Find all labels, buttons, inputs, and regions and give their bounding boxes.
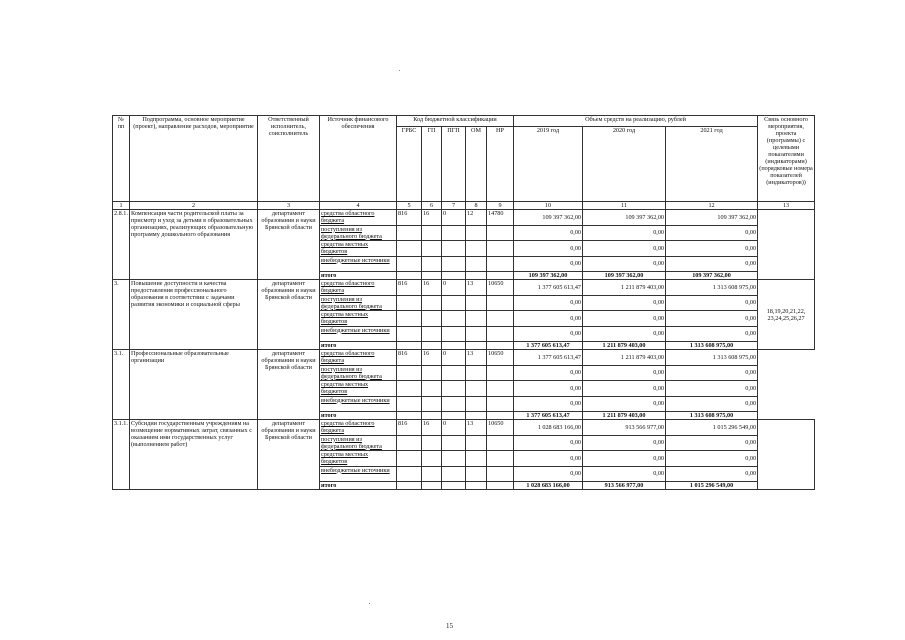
amount-2019: 0,00 [514, 225, 583, 241]
code-nr: 14780 [487, 210, 514, 226]
source-extra: внебюджетные источники [320, 326, 397, 342]
item-executor: департамент образования и науки Брянской области [258, 280, 320, 350]
source-federal: поступления из федерального бюджета [320, 295, 397, 311]
item-name: Субсидии государственным учреждениям на возмещение нормативных затрат, связанных с оказанием ими государственных услуг (выполнением работ) [130, 420, 258, 490]
header-2021: 2021 год [666, 127, 758, 202]
amount-2019: 0,00 [514, 241, 583, 257]
code-nr: 10650 [487, 420, 514, 436]
indicator-link [758, 210, 815, 280]
amount-2019: 109 397 362,00 [514, 210, 583, 226]
amount-2019: 0,00 [514, 256, 583, 272]
amount-2021: 1 313 608 975,00 [666, 280, 758, 296]
header-grbs: ГРБС [397, 127, 422, 202]
code-grbs: 816 [397, 280, 422, 296]
amount-2021: 1 313 608 975,00 [666, 350, 758, 366]
code-grbs: 816 [397, 210, 422, 226]
total-2021: 109 397 362,00 [666, 272, 758, 280]
source-federal: поступления из федерального бюджета [320, 435, 397, 451]
amount-2020: 0,00 [583, 365, 666, 381]
column-number: 7 [442, 202, 466, 210]
amount-2020: 0,00 [583, 241, 666, 257]
total-2019: 109 397 362,00 [514, 272, 583, 280]
code-gp: 16 [422, 420, 442, 436]
code-nr: 10650 [487, 280, 514, 296]
total-2019: 1 377 605 613,47 [514, 412, 583, 420]
header-source: Источник финансового обеспечения [320, 116, 397, 202]
code-gp: 16 [422, 210, 442, 226]
header-link: Связь основного мероприятия, проекта (программы) с целевыми показателями (индикаторами) (порядковые номера показателей (индикаторов)) [758, 116, 815, 202]
source-regional: средства областного бюджета [320, 210, 397, 226]
amount-2019: 0,00 [514, 295, 583, 311]
amount-2021: 0,00 [666, 256, 758, 272]
amount-2019: 0,00 [514, 396, 583, 412]
page-number: 15 [446, 622, 453, 630]
source-extra: внебюджетные источники [320, 256, 397, 272]
item-number: 2.8.1. [113, 210, 130, 280]
code-pgp: 0 [442, 210, 466, 226]
total-2020: 1 211 879 403,00 [583, 342, 666, 350]
amount-2021: 0,00 [666, 311, 758, 327]
program-block [113, 420, 815, 490]
amount-2021: 0,00 [666, 435, 758, 451]
code-pgp: 0 [442, 350, 466, 366]
source-total: итого [320, 272, 397, 280]
amount-2019: 1 377 605 613,47 [514, 350, 583, 366]
amount-2020: 0,00 [583, 311, 666, 327]
column-number: 10 [514, 202, 583, 210]
code-pgp: 0 [442, 420, 466, 436]
item-executor: департамент образования и науки Брянской области [258, 350, 320, 420]
amount-2019: 0,00 [514, 381, 583, 397]
column-number: 9 [487, 202, 514, 210]
column-number: 1 [113, 202, 130, 210]
source-extra: внебюджетные источники [320, 466, 397, 482]
program-block [113, 210, 815, 280]
amount-2020: 0,00 [583, 295, 666, 311]
budget-table [112, 115, 815, 490]
item-number: 3.1. [113, 350, 130, 420]
source-local: средства местных бюджетов [320, 451, 397, 467]
source-regional: средства областного бюджета [320, 420, 397, 436]
amount-2021: 0,00 [666, 466, 758, 482]
amount-2019: 0,00 [514, 435, 583, 451]
amount-2020: 0,00 [583, 326, 666, 342]
amount-2019: 1 377 605 613,47 [514, 280, 583, 296]
item-number: 3. [113, 280, 130, 350]
amount-2021: 0,00 [666, 295, 758, 311]
column-number-row [113, 202, 815, 210]
header-name: Подпрограмма, основное мероприятие (проект), направление расходов, мероприятие [130, 116, 258, 202]
amount-2020: 0,00 [583, 435, 666, 451]
amount-2020: 1 211 879 403,00 [583, 350, 666, 366]
amount-2020: 0,00 [583, 396, 666, 412]
scan-speck [399, 70, 400, 71]
amount-2019: 0,00 [514, 365, 583, 381]
source-regional: средства областного бюджета [320, 350, 397, 366]
source-total: итого [320, 342, 397, 350]
amount-2021: 0,00 [666, 241, 758, 257]
amount-2019: 0,00 [514, 311, 583, 327]
code-om: 13 [466, 350, 487, 366]
total-2021: 1 015 296 549,00 [666, 482, 758, 490]
column-number: 6 [422, 202, 442, 210]
amount-2020: 1 211 879 403,00 [583, 280, 666, 296]
table-row [113, 210, 815, 226]
item-name: Профессиональные образовательные организации [130, 350, 258, 420]
column-number: 4 [320, 202, 397, 210]
amount-2020: 109 397 362,00 [583, 210, 666, 226]
total-2020: 1 211 879 403,00 [583, 412, 666, 420]
code-om: 13 [466, 420, 487, 436]
indicator-link: 18,19,20,21,22, 23,24,25,26,27 [758, 280, 815, 350]
source-federal: поступления из федерального бюджета [320, 225, 397, 241]
header-pgp: ПГП [442, 127, 466, 202]
amount-2020: 0,00 [583, 256, 666, 272]
column-number: 12 [666, 202, 758, 210]
code-grbs: 816 [397, 420, 422, 436]
amount-2020: 0,00 [583, 225, 666, 241]
amount-2020: 913 566 977,00 [583, 420, 666, 436]
header-row [113, 116, 815, 127]
source-local: средства местных бюджетов [320, 381, 397, 397]
table-row [113, 350, 815, 366]
column-number: 2 [130, 202, 258, 210]
header-2020: 2020 год [583, 127, 666, 202]
source-federal: поступления из федерального бюджета [320, 365, 397, 381]
amount-2019: 0,00 [514, 326, 583, 342]
header-nr: НР [487, 127, 514, 202]
amount-2021: 109 397 362,00 [666, 210, 758, 226]
header-om: ОМ [466, 127, 487, 202]
indicator-link [758, 420, 815, 490]
table-row [113, 280, 815, 296]
item-executor: департамент образования и науки Брянской области [258, 210, 320, 280]
item-number: 3.1.1. [113, 420, 130, 490]
source-regional: средства областного бюджета [320, 280, 397, 296]
total-2019: 1 028 683 166,00 [514, 482, 583, 490]
code-gp: 16 [422, 280, 442, 296]
column-number: 5 [397, 202, 422, 210]
amount-2021: 0,00 [666, 225, 758, 241]
column-number: 13 [758, 202, 815, 210]
total-2020: 109 397 362,00 [583, 272, 666, 280]
scan-speck [369, 603, 370, 604]
amount-2021: 0,00 [666, 451, 758, 467]
budget-table-page [112, 115, 814, 490]
source-extra: внебюджетные источники [320, 396, 397, 412]
code-om: 12 [466, 210, 487, 226]
column-number: 11 [583, 202, 666, 210]
source-local: средства местных бюджетов [320, 241, 397, 257]
amount-2020: 0,00 [583, 451, 666, 467]
item-name: Компенсация части родительской платы за присмотр и уход за детьми в образовательных организациях, реализующих образовательную программу дошкольного образования [130, 210, 258, 280]
code-pgp: 0 [442, 280, 466, 296]
code-grbs: 816 [397, 350, 422, 366]
amount-2021: 0,00 [666, 396, 758, 412]
amount-2021: 0,00 [666, 326, 758, 342]
source-total: итого [320, 482, 397, 490]
column-number: 3 [258, 202, 320, 210]
code-nr: 10650 [487, 350, 514, 366]
item-name: Повышение доступности и качества предоставления профессионального образования в соответствии с задачами развития экономики и социальной сферы [130, 280, 258, 350]
total-2021: 1 313 608 975,00 [666, 412, 758, 420]
column-number: 8 [466, 202, 487, 210]
header-executor: Ответственный исполнитель, соисполнитель [258, 116, 320, 202]
program-block [113, 280, 815, 350]
amount-2020: 0,00 [583, 381, 666, 397]
header-no: № пп [113, 116, 130, 202]
code-om: 13 [466, 280, 487, 296]
source-total: итого [320, 412, 397, 420]
amount-2020: 0,00 [583, 466, 666, 482]
program-block [113, 350, 815, 420]
total-2019: 1 377 605 613,47 [514, 342, 583, 350]
header-code: Код бюджетной классификации [397, 116, 514, 127]
item-executor: департамент образования и науки Брянской области [258, 420, 320, 490]
amount-2021: 0,00 [666, 365, 758, 381]
amount-2021: 1 015 296 549,00 [666, 420, 758, 436]
amount-2019: 0,00 [514, 466, 583, 482]
amount-2021: 0,00 [666, 381, 758, 397]
header-volume: Объем средств на реализацию, рублей [514, 116, 758, 127]
amount-2019: 1 028 683 166,00 [514, 420, 583, 436]
code-gp: 16 [422, 350, 442, 366]
total-2020: 913 566 977,00 [583, 482, 666, 490]
table-row [113, 420, 815, 436]
header-2019: 2019 год [514, 127, 583, 202]
total-2021: 1 313 608 975,00 [666, 342, 758, 350]
source-local: средства местных бюджетов [320, 311, 397, 327]
amount-2019: 0,00 [514, 451, 583, 467]
header-gp: ГП [422, 127, 442, 202]
